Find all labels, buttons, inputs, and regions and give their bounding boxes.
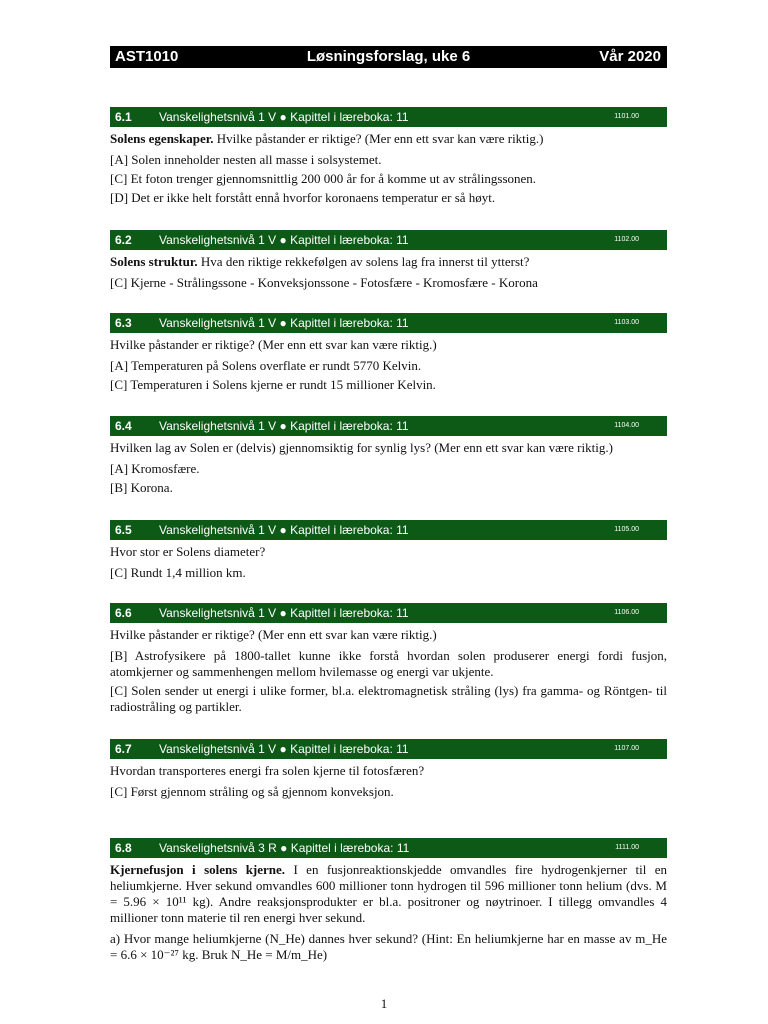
section-meta: Vanskelighetsnivå 3 R ● Kapittel i læreboka: 11 [159,841,410,855]
section-number: 6.7 [115,742,132,756]
question-title: Kjernefusjon i solens kjerne. [110,862,286,877]
answer: a) Hvor mange heliumkjerne (N_He) dannes hver sekund? (Hint: En heliumkjerne har en masse av m_He = 6.6 × 10⁻²⁷ kg. Bruk N_He = M/m_He) [110,931,667,962]
section-number: 6.2 [115,233,132,247]
section-code: 1107.00 [614,745,639,752]
section-code: 1111.00 [615,844,639,851]
answer: [C] Kjerne - Strålingssone - Konveksjonssone - Fotosfære - Kromosfære - Korona [110,275,538,290]
answer: [A] Kromosfære. [110,461,200,476]
answer: [C] Et foton trenger gjennomsnittlig 200 000 år for å komme ut av strålingssonen. [110,171,537,186]
term-label: Vår 2020 [599,48,661,65]
answer: [D] Det er ikke helt forstått ennå hvorfor koronaens temperatur er så høyt. [110,190,496,205]
answer: [C] Først gjennom stråling og så gjennom konveksjon. [110,784,394,799]
section-meta: Vanskelighetsnivå 1 V ● Kapittel i læreboka: 11 [159,742,409,756]
answer: [A] Solen inneholder nesten all masse i solsystemet. [110,152,382,167]
section-bar [110,520,667,540]
section-number: 6.1 [115,110,132,124]
question-title: Solens egenskaper. [110,131,214,146]
question [110,254,667,270]
question [110,440,667,456]
question-text: Hva den riktige rekkefølgen av solens lag fra innerst til ytterst? [197,254,530,269]
section-meta: Vanskelighetsnivå 1 V ● Kapittel i læreboka: 11 [159,606,409,620]
section-code: 1102.00 [614,236,639,243]
question-title: Solens struktur. [110,254,198,269]
section-bar [110,107,667,127]
section-6-6 [110,603,667,718]
page-header [110,46,667,68]
section-meta: Vanskelighetsnivå 1 V ● Kapittel i læreboka: 11 [159,316,409,330]
section-number: 6.8 [115,841,132,855]
answer: [C] Temperaturen i Solens kjerne er rundt 15 millioner Kelvin. [110,377,436,392]
section-6-1 [110,107,667,209]
question-text: I en fusjonreaktionskjedde omvandles fire hydrogenkjerner til en heliumkjerne. Hver sekund omvandles 600 millioner tonn hydrogen til 596 millioner tonn helium (dvs. M = 5.96 × 10¹¹ kg). Andre reaksjonsprodukter er bl.a. positroner og nøytrinoer. I tillegg omvandles 4 millioner tonn materie til ren energi hver sekund. [110,862,667,925]
section-meta: Vanskelighetsnivå 1 V ● Kapittel i læreboka: 11 [159,110,409,124]
section-number: 6.3 [115,316,132,330]
section-code: 1106.00 [614,609,639,616]
section-number: 6.4 [115,419,132,433]
question-text: Hvilke påstander er riktige? (Mer enn ett svar kan være riktig.) [213,131,544,146]
section-6-5 [110,520,667,584]
section-number: 6.6 [115,606,132,620]
section-bar [110,230,667,250]
course-code: AST1010 [115,48,179,65]
question [110,862,667,926]
section-bar [110,838,667,858]
question [110,544,667,560]
section-code: 1105.00 [614,526,639,533]
page-number: 1 [380,996,388,1011]
question-text: Hvordan transporteres energi fra solen kjerne til fotosfæren? [110,763,425,778]
section-6-3 [110,313,667,396]
question [110,627,667,643]
section-bar [110,416,667,436]
answer: [B] Astrofysikere på 1800-tallet kunne ikke forstå hvordan solen produserer energi fordi fusjon, atomkjerner og sammenhengen mellom hvilemasse og energi var ukjente. [110,648,667,679]
section-code: 1103.00 [614,319,639,326]
section-code: 1101.00 [614,113,639,120]
section-bar [110,603,667,623]
section-6-2 [110,230,667,294]
section-number: 6.5 [115,523,132,537]
question-text: Hvilke påstander er riktige? (Mer enn ett svar kan være riktig.) [110,337,437,352]
section-bar [110,739,667,759]
question [110,337,667,353]
question [110,763,667,779]
section-meta: Vanskelighetsnivå 1 V ● Kapittel i læreboka: 11 [159,233,409,247]
question-text: Hvilken lag av Solen er (delvis) gjennomsiktig for synlig lys? (Mer enn ett svar kan være riktig.) [110,440,613,455]
section-6-8 [110,838,667,966]
answer: [B] Korona. [110,480,173,495]
section-meta: Vanskelighetsnivå 1 V ● Kapittel i læreboka: 11 [159,523,409,537]
document-title: Løsningsforslag, uke 6 [306,48,471,65]
section-meta: Vanskelighetsnivå 1 V ● Kapittel i læreboka: 11 [159,419,409,433]
answer: [C] Rundt 1,4 million km. [110,565,246,580]
section-bar [110,313,667,333]
question [110,131,667,147]
section-6-7 [110,739,667,803]
question-text: Hvor stor er Solens diameter? [110,544,266,559]
answer: [A] Temperaturen på Solens overflate er rundt 5770 Kelvin. [110,358,422,373]
section-6-4 [110,416,667,499]
section-code: 1104.00 [614,422,639,429]
question-text: Hvilke påstander er riktige? (Mer enn ett svar kan være riktig.) [110,627,437,642]
answer: [C] Solen sender ut energi i ulike former, bl.a. elektromagnetisk stråling (lys) fra gamma- og Röntgen- til radiostråling og partikler. [110,683,667,714]
